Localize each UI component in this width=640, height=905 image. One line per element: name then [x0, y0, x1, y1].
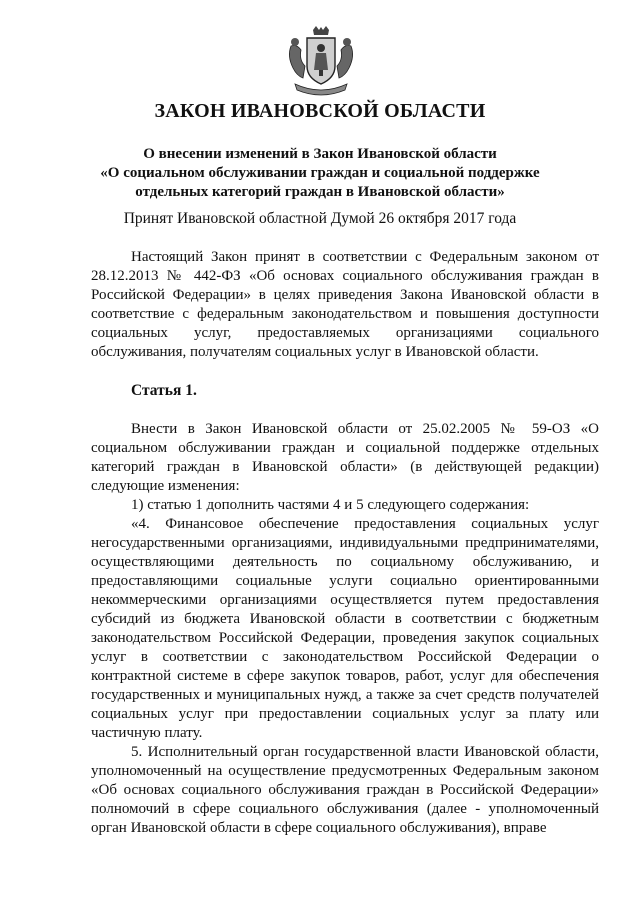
article-body — [91, 420, 599, 838]
subtitle-line: отдельных категорий граждан в Ивановской области» — [135, 184, 505, 200]
article-part5-paragraph: 5. Исполнительный орган государственной власти Ивановской области, уполномоченный на осуществление предусмотренных Федеральным законом «Об основах социального обслуживания граждан в Российской Федерации» полномочий в сфере социального обслуживания (далее - уполномоченный орган Ивановской области в сфере социального обслуживания), вправе — [91, 744, 599, 836]
article-intro-paragraph: Внести в Закон Ивановской области от 25.02.2005 № 59-ОЗ «О социальном обслуживании граждан и социальной поддержке отдельных категорий граждан в Ивановской области» (в действующей редакции) следующие изменения: — [91, 421, 599, 494]
article-item-paragraph: 1) статью 1 дополнить частями 4 и 5 следующего содержания: — [131, 497, 530, 513]
article-part4-paragraph: «4. Финансовое обеспечение предоставления социальных услуг негосударственными организациями, индивидуальными предпринимателями, осуществляющими деятельность по социальному обслуживанию, и предоставляющими социальные услуги социально ориентированными некоммерческими организациями осуществляется путем предоставления субсидий из бюджета Ивановской области в соответствии с бюджетным законодательством Российской Федерации, проведения закупок социальных услуг в соответствии с законодательством Российской Федерации о контрактной системе в сфере закупок товаров, работ, услуг для обеспечения государственных и муниципальных нужд, а также за счет средств получателей социальных услуг при предоставлении социальных услуг за плату или частичную плату. — [91, 516, 599, 741]
subtitle-line: «О социальном обслуживании граждан и социальной поддержке — [100, 165, 540, 181]
subtitle-line: О внесении изменений в Закон Ивановской области — [143, 146, 497, 162]
preamble-paragraph: Настоящий Закон принят в соответствии с Федеральным законом от 28.12.2013 № 442-ФЗ «Об основах социального обслуживания граждан в Российской Федерации» в целях приведения Закона Ивановской области в соответствие с федеральным законодательством и повышения доступности социальных услуг, предоставляемых организациями социального обслуживания, получателям социальных услуг в Ивановской области. — [91, 249, 599, 360]
preamble-section — [91, 248, 599, 362]
law-subtitle — [80, 145, 560, 202]
ivanovo-coat-of-arms-icon — [283, 26, 359, 96]
article-heading: Статья 1. — [131, 382, 197, 399]
law-title: ЗАКОН ИВАНОВСКОЙ ОБЛАСТИ — [154, 100, 486, 122]
adoption-note: Принят Ивановской областной Думой 26 октября 2017 года — [123, 210, 517, 227]
